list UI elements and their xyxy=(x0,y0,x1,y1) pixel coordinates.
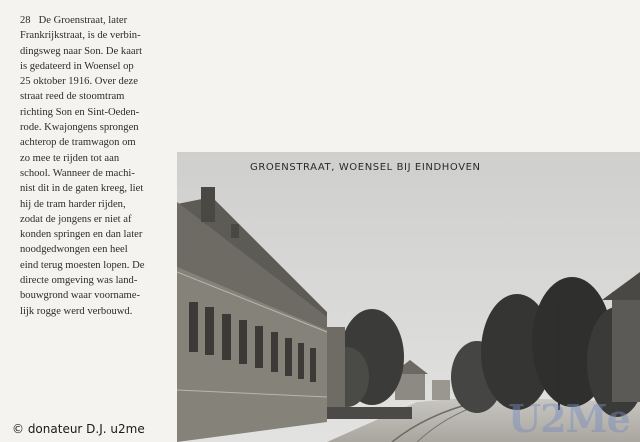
caption-line: Frankrijkstraat, is de verbin- xyxy=(20,30,141,42)
copyright-credit: © donateur D.J. u2me xyxy=(12,422,145,436)
caption-line: 25 oktober 1916. Over deze xyxy=(20,76,138,88)
caption-number: 28 xyxy=(20,15,31,26)
right-building xyxy=(612,292,640,402)
photo-title: GROENSTRAAT, WOENSEL BIJ EINDHOVEN xyxy=(250,162,481,173)
caption-line: school. Wanneer de machi- xyxy=(20,167,135,179)
caption-line: eind terug moesten lopen. De xyxy=(20,259,145,271)
caption-line: noodgedwongen een heel xyxy=(20,244,128,256)
caption-line: nist dit in de gaten kreeg, liet xyxy=(20,183,144,195)
caption-line: achterop de tramwagon om xyxy=(20,137,136,149)
caption-line: zo mee te rijden tot aan xyxy=(20,152,120,164)
hedge xyxy=(327,407,412,419)
caption-line: lijk rogge werd verbouwd. xyxy=(20,305,133,317)
caption-text xyxy=(20,13,170,319)
caption-line: is gedateerd in Woensel op xyxy=(20,60,134,72)
caption-line: directe omgeving was land- xyxy=(20,275,138,287)
caption-line: zodat de jongens er niet af xyxy=(20,213,132,225)
caption-line: richting Son en Sint-Oeden- xyxy=(20,106,140,118)
caption-line: konden springen en dan later xyxy=(20,229,143,241)
caption-line: rode. Kwajongens sprongen xyxy=(20,122,139,134)
caption-line: bouwgrond waar voorname- xyxy=(20,290,141,302)
chimney xyxy=(201,187,215,222)
caption-line: straat reed de stoomtram xyxy=(20,91,125,103)
caption-line: hij de tram harder rijden, xyxy=(20,198,126,210)
caption-line: 28 De Groenstraat, later xyxy=(20,15,128,26)
u2me-watermark-logo: U2Me xyxy=(508,396,630,441)
caption-line: dingsweg naar Son. De kaart xyxy=(20,45,143,57)
